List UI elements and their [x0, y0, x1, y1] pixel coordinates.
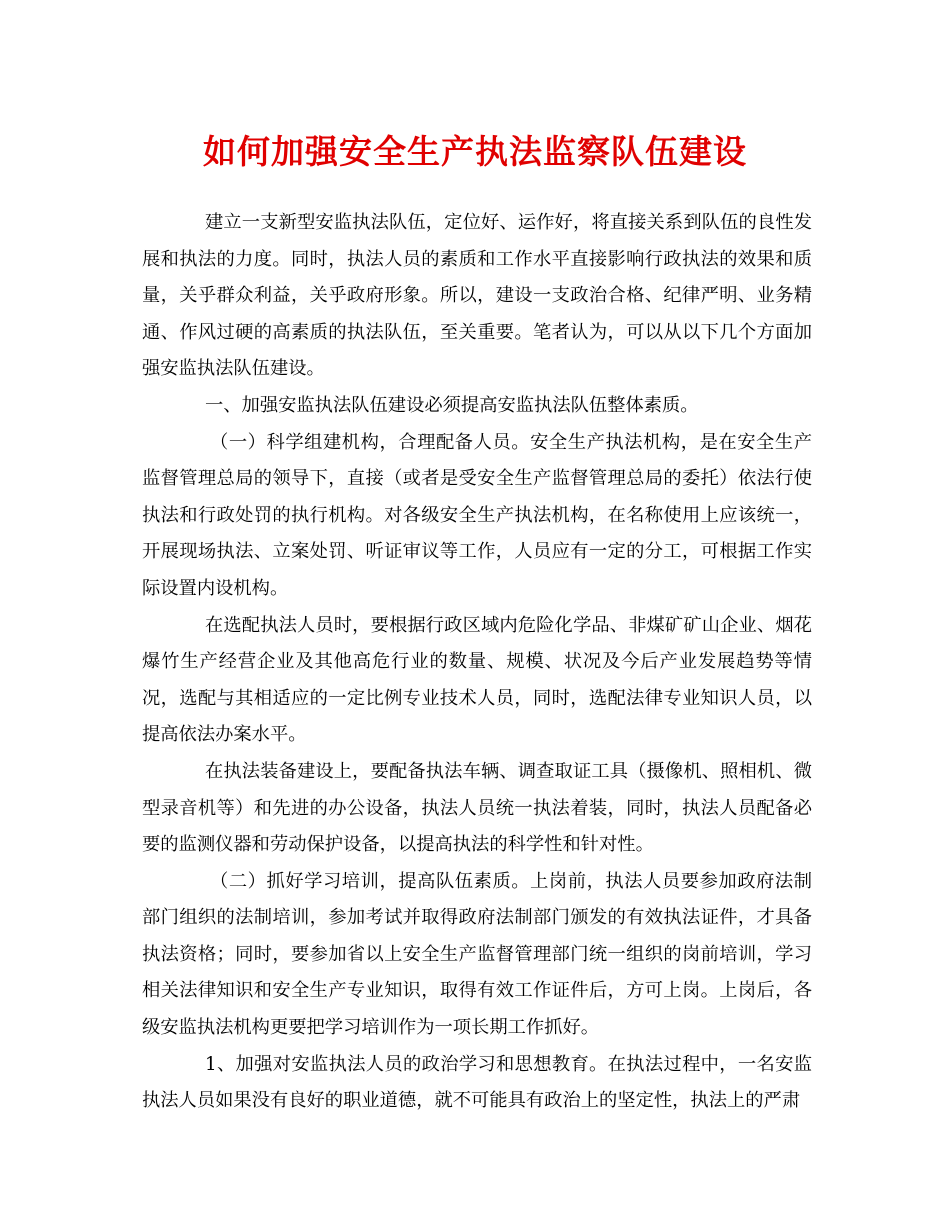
paragraph-subsection-2: （二）抓好学习培训，提高队伍素质。上岗前，执法人员要参加政府法制部门组织的法制培训，参加考试并取得政府法制部门颁发的有效执法证件，才具备执法资格；同时，要参加省以上安全生产监督管理部门统一组织的岗前培训，学习相关法律知识和安全生产专业知识，取得有效工作证件后，方可上岗。上岗后，各级安监执法机构更要把学习培训作为一项长期工作抓好。 — [142, 870, 812, 1039]
document-title: 如何加强安全生产执法监察队伍建设 — [203, 132, 747, 171]
paragraph-subsection-1: （一）科学组建机构，合理配备人员。安全生产执法机构，是在安全生产监督管理总局的领导下，直接（或者是受安全生产监督管理总局的委托）依法行使执法和行政处罚的执行机构。对各级安全生产执法机构，在名称使用上应该统一，开展现场执法、立案处罚、听证审议等工作，人员应有一定的分工，可根据工作实际设置内设机构。 — [142, 431, 812, 599]
paragraph-staff-selection: 在选配执法人员时，要根据行政区域内危险化学品、非煤矿矿山企业、烟花爆竹生产经营企业及其他高危行业的数量、规模、状况及今后产业发展趋势等情况，选配与其相适应的一定比例专业技术人员，同时，选配法律专业知识人员，以提高依法办案水平。 — [142, 614, 812, 746]
paragraph-intro: 建立一支新型安监执法队伍，定位好、运作好，将直接关系到队伍的良性发展和执法的力度。同时，执法人员的素质和工作水平直接影响行政执法的效果和质量，关乎群众利益，关乎政府形象。所以，建设一支政治合格、纪律严明、业务精通、作风过硬的高素质的执法队伍，至关重要。笔者认为，可以从以下几个方面加强安监执法队伍建设。 — [142, 212, 812, 380]
paragraph-section-1-heading: 一、加强安监执法队伍建设必须提高安监执法队伍整体素质。 — [205, 394, 699, 416]
paragraph-item-1: 1、加强对安监执法人员的政治学习和思想教育。在执法过程中，一名安监执法人员如果没有良好的职业道德，就不可能具有政治上的坚定性，执法上的严肃 — [142, 1053, 812, 1112]
document-body — [142, 205, 812, 1120]
paragraph-equipment: 在执法装备建设上，要配备执法车辆、调查取证工具（摄像机、照相机、微型录音机等）和先进的办公设备，执法人员统一执法着装，同时，执法人员配备必要的监测仪器和劳动保护设备，以提高执法的科学性和针对性。 — [142, 760, 812, 856]
